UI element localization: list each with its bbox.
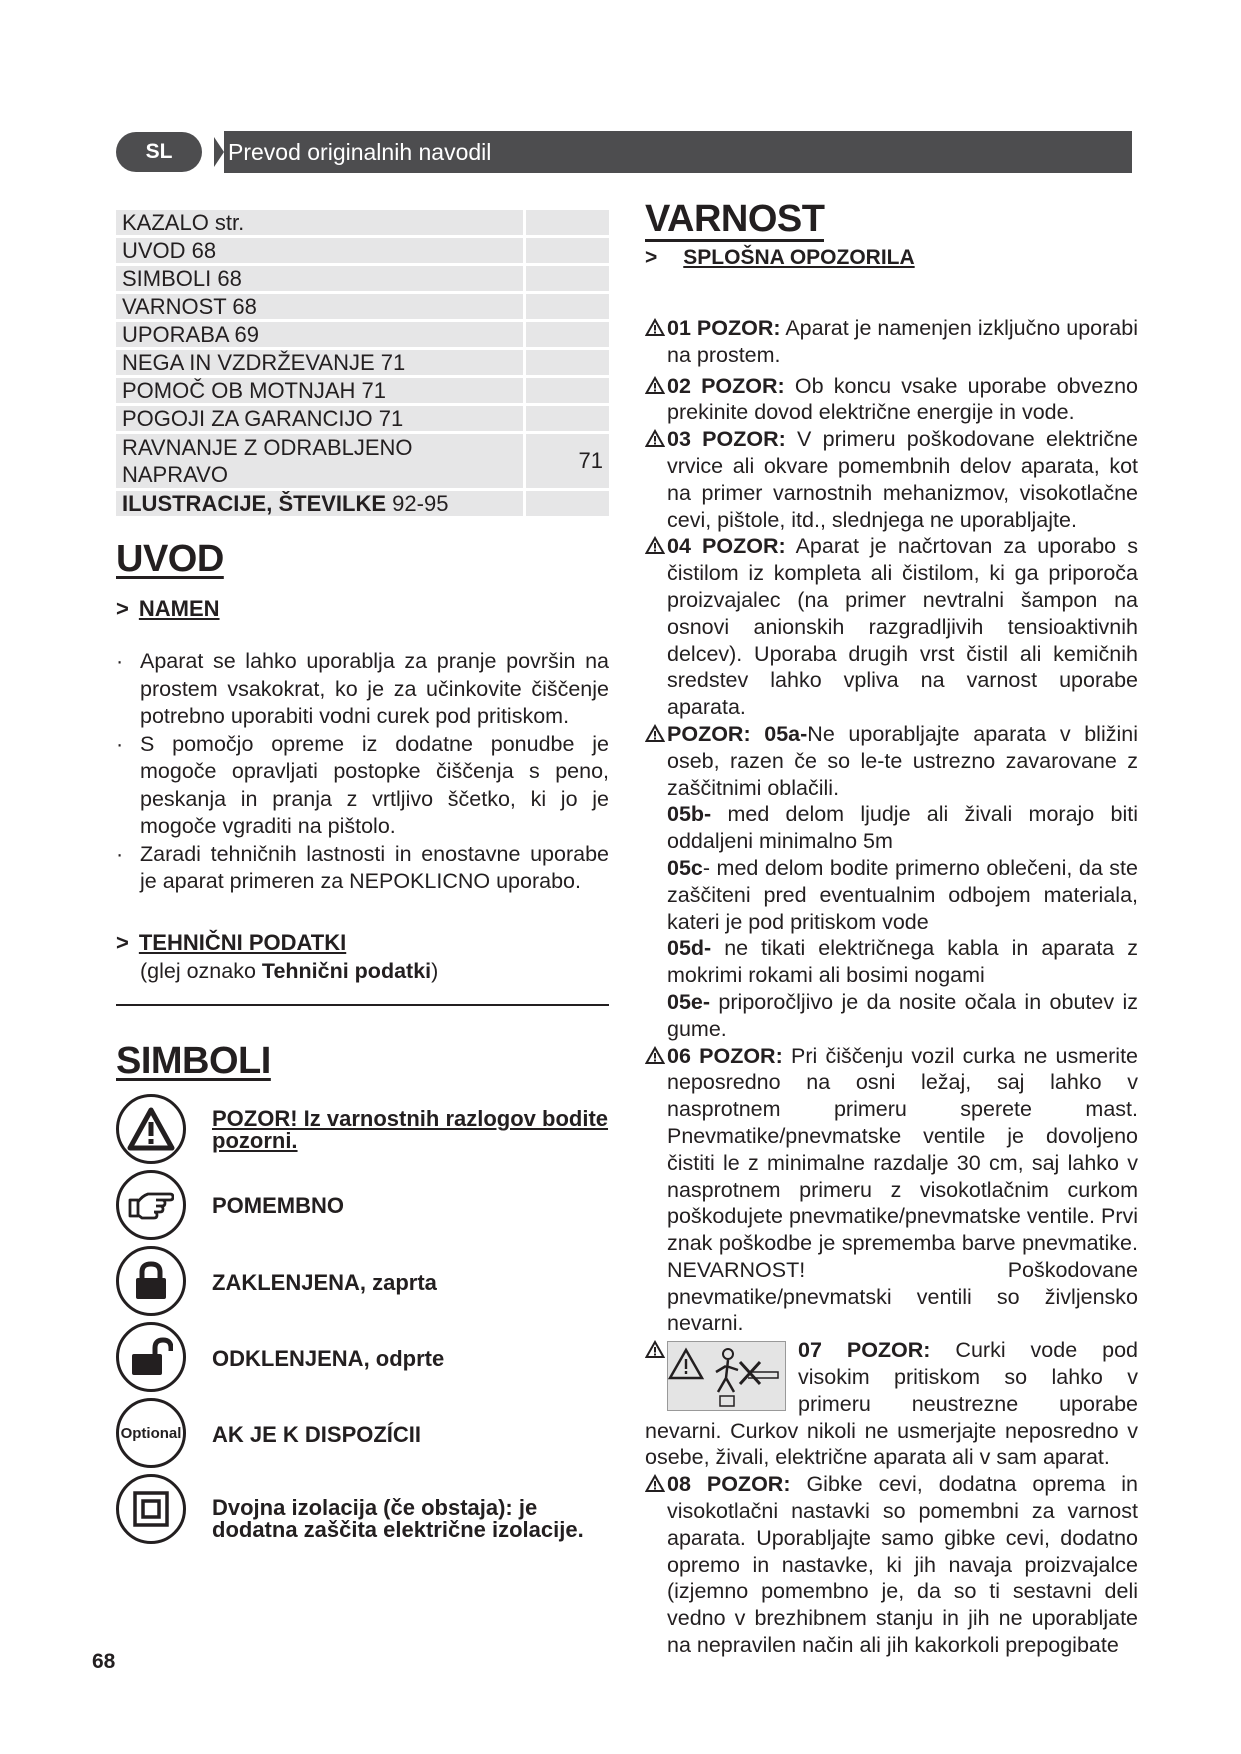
symbol-label: ZAKLENJENA, zaprta [212, 1270, 437, 1295]
tech-prefix: > [116, 930, 129, 955]
symbol-label: POZOR! Iz varnostnih razlogov bodite pozorni. [212, 1106, 609, 1153]
tech-heading [116, 930, 346, 956]
warning-text: Curki vode pod visokim pritiskom so lahko v primeru neustrezne uporabe nevarni. Curkov nikoli ne usmerjajte neposredno v osebe, živali, električne aparata ali v sam aparat. [645, 1338, 1138, 1470]
toc-row [116, 238, 609, 263]
warning-triangle-icon [645, 535, 665, 562]
toc-row [116, 434, 609, 488]
splosna-heading [645, 246, 915, 270]
symbol-label: Dvojna izolacija (če obstaja): je dodatna zaščita električne izolacije. [212, 1495, 584, 1542]
toc-page [523, 350, 609, 375]
warning-text: med delom ljudje ali živali morajo biti oddaljeni minimalno 5m [667, 802, 1138, 854]
warning-code: 07 POZOR: [798, 1338, 931, 1363]
namen-title: NAMEN [138, 596, 220, 621]
warning-code: POZOR: 05a- [667, 721, 808, 746]
double-insulation-icon [116, 1474, 186, 1544]
warning-text: ne tikati električnega kabla in aparata z mokrimi rokami ali bosimi nogami [667, 936, 1138, 988]
pointing-hand-icon [116, 1170, 186, 1240]
warning-triangle-icon [116, 1094, 186, 1164]
toc-page: 71 [523, 434, 609, 488]
toc-page [523, 210, 609, 235]
warning-code: 05c [667, 855, 703, 880]
symbol-label: ODKLENJENA, odprte [212, 1346, 445, 1371]
toc-label: POMOČ OB MOTNJAH 71 [122, 378, 387, 403]
warning-01 [645, 315, 1138, 369]
warning-text: Aparat je načrtovan za uporabo s čistilom iz kompleta ali čistilom, ki ga priporoča proizvajalec (na primer nevtralni šampon na osnovi anionskih razgradljivih tensioaktivnih delcev). Uporaba drugih vrst čistil ali kemičnih sredstev lahko vpliva na varnost uporabe aparata. [667, 534, 1138, 720]
language-badge: SL [116, 132, 202, 172]
warning-code: 05e- [667, 989, 711, 1014]
toc-page [523, 322, 609, 347]
warning-triangle-icon [645, 375, 665, 402]
symbol-label: AK JE K DISPOZÍCII [212, 1422, 422, 1447]
toc-label [116, 491, 523, 516]
warning-04 [645, 533, 1138, 721]
warning-05c [645, 855, 1138, 935]
toc-label: POGOJI ZA GARANCIJO 71 [122, 406, 404, 431]
toc-label: UPORABA 69 [122, 322, 259, 347]
optional-icon [116, 1398, 186, 1468]
tech-note-post: ) [431, 959, 439, 983]
warning-code: 03 POZOR: [667, 427, 786, 452]
toc-page [523, 378, 609, 403]
warning-code: 05d- [667, 936, 712, 961]
spray-hazard-icon [667, 1341, 786, 1411]
toc-label: KAZALO str. [122, 210, 245, 235]
toc-row [116, 491, 609, 516]
safety-warnings [645, 315, 1138, 1659]
tech-note-pre: (glej oznako [140, 959, 262, 983]
warning-triangle-icon [645, 1473, 665, 1500]
header-title: Prevod originalnih navodil [228, 139, 492, 165]
tech-title: TEHNIČNI PODATKI [138, 930, 347, 955]
warning-07 [645, 1337, 1138, 1471]
uvod-heading: UVOD [116, 538, 224, 580]
list-item: · S pomočjo opreme iz dodatne ponudbe je mogoče opravljati postopke čiščenja s peno, peskanja in pranja z vrtljivo ščetko, ki jo je mogoče vgraditi na pištolo. [116, 731, 609, 841]
warning-triangle-icon [645, 1045, 665, 1072]
toc-row [116, 322, 609, 347]
warning-text: V primeru poškodovane električne vrvice ali okvare pomembnih delov aparata, kot na primer varnostnih mehanizmov, visokotlačne cevi, pištole, itd., slednjega ne uporabljajte. [667, 427, 1138, 532]
warning-05d [645, 935, 1138, 989]
warning-triangle-icon [645, 723, 665, 750]
splosna-prefix: > [645, 246, 658, 269]
page-number: 68 [92, 1650, 116, 1673]
toc-label: NEGA IN VZDRŽEVANJE 71 [122, 350, 406, 375]
warning-03 [645, 426, 1138, 533]
warning-text: priporočljivo je da nosite očala in obutev iz gume. [667, 989, 1138, 1041]
warning-05e [645, 989, 1138, 1043]
warning-code: 01 POZOR: [667, 316, 781, 340]
toc-row [116, 266, 609, 291]
table-of-contents [116, 210, 609, 519]
warning-05b [645, 801, 1138, 855]
warning-code: 02 POZOR: [667, 373, 785, 398]
warning-code: 06 POZOR: [667, 1043, 783, 1068]
warning-code: 04 POZOR: [667, 534, 786, 559]
splosna-title: SPLOŠNA OPOZORILA [683, 246, 915, 269]
warning-triangle-icon [645, 317, 665, 344]
warning-text: - med delom bodite primerno oblečeni, da ste zaščiteni pred eventualnim odbojem materiala, kateri je pod pritiskom vode [667, 855, 1138, 934]
warning-02 [645, 373, 1138, 427]
warning-triangle-icon [645, 428, 665, 455]
header-notch [210, 131, 224, 173]
lock-closed-icon [116, 1246, 186, 1316]
section-divider [116, 1004, 609, 1006]
toc-label: RAVNANJE Z ODRABLJENO NAPRAVO [122, 435, 413, 487]
toc-row [116, 406, 609, 431]
tech-note-bold: Tehnični podatki [261, 959, 432, 983]
toc-page [523, 266, 609, 291]
toc-row [116, 294, 609, 319]
warning-05a [645, 721, 1138, 801]
toc-label: SIMBOLI 68 [122, 266, 242, 291]
warning-text: Ne uporabljajte aparata v bližini oseb, razen če so le-te ustrezno zavarovane z zaščitnimi oblačili. [667, 721, 1138, 800]
lock-open-icon [116, 1322, 186, 1392]
toc-row [116, 350, 609, 375]
warning-code: 08 POZOR: [667, 1472, 791, 1497]
toc-label-bold: ILUSTRACIJE, ŠTEVILKE [122, 491, 387, 516]
namen-heading [116, 596, 220, 622]
toc-page [523, 294, 609, 319]
toc-page [523, 491, 609, 516]
warning-06 [645, 1043, 1138, 1338]
varnost-heading: VARNOST [645, 198, 825, 240]
namen-prefix: > [116, 596, 129, 621]
list-item: · Zaradi tehničnih lastnosti in enostavne uporabe je aparat primeren za NEPOKLICNO uporabo. [116, 841, 609, 896]
toc-label-rest: 92-95 [386, 491, 449, 516]
toc-label: UVOD 68 [122, 238, 217, 263]
toc-page [523, 406, 609, 431]
warning-text: Pri čiščenju vozil curka ne usmerite neposredno na osni ležaj, saj lahko v nasprotnem primeru sperete mast. Pnevmatike/pnevmatske ventile je dovoljeno čistiti le z minimalne razdalje 30 cm, saj lahko v nasprotnem primeru z visokotlačnim curkom poškodujete pnevmatike/pnevmatske ventile. Prvi znak poškodbe je sprememba barve pnevmatike. NEVARNOST! Poškodovane pnevmatike/pnevmatski ventili so življensko nevarni. [667, 1043, 1138, 1336]
symbol-label: POMEMBNO [212, 1193, 344, 1218]
optional-icon-text: Optional [120, 1424, 182, 1442]
toc-row [116, 378, 609, 403]
uvod-bullets [116, 648, 609, 896]
warning-text: Aparat je namenjen izključno uporabi na prostem. [667, 316, 1138, 367]
toc-page [523, 238, 609, 263]
tech-note [140, 958, 600, 986]
simboli-heading: SIMBOLI [116, 1040, 271, 1082]
warning-triangle-icon [645, 1339, 665, 1366]
warning-text: Gibke cevi, dodatna oprema in visokotlačni nastavki so pomembni za varnost aparata. Uporabljajte samo gibke cevi, dodatno opremo in nastavke, ki jih navaja proizvajalce (izjemno pomembno je, da so ti sestavni deli vedno v brezhibnem stanju in jih ne uporabljate na nepravilen način ali jih kakorkoli prepogibate [667, 1472, 1138, 1658]
warning-08 [645, 1471, 1138, 1659]
toc-label: VARNOST 68 [122, 294, 257, 319]
list-item: · Aparat se lahko uporablja za pranje površin na prostem vsakokrat, ko je za učinkovite čiščenje potrebno uporabiti vodni curek pod pritiskom. [116, 648, 609, 731]
warning-code: 05b- [667, 802, 712, 827]
toc-row [116, 210, 609, 235]
warning-text: Ob koncu vsake uporabe obvezno prekinite dovod električne energije in vode. [667, 373, 1138, 425]
